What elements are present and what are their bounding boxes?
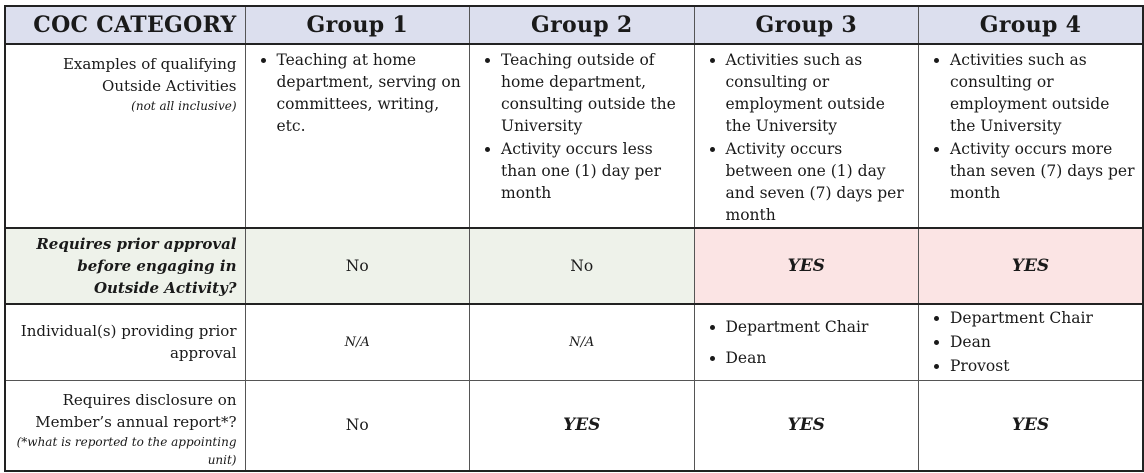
examples-row: [5, 44, 1143, 228]
list-item: • Activity occurs more than seven (7) days per month: [950, 138, 1136, 204]
prior-approval-label: Requires prior approval before engaging in Outside Activity?: [5, 228, 245, 304]
prior-approval-group-1: No: [245, 228, 470, 304]
disclosure-group-1: No: [245, 380, 470, 471]
disclosure-group-3: YES: [694, 380, 919, 471]
disclosure-note: (*what is reported to the appointing unit): [16, 434, 237, 467]
list-item: • Activity occurs between one (1) day and seven (7) days per month: [726, 138, 913, 226]
disclosure-group-2: YES: [470, 380, 695, 471]
prior-approval-group-4: YES: [919, 228, 1144, 304]
approvers-group-1: N/A: [245, 304, 470, 380]
coc-category-table: [4, 5, 1144, 472]
examples-group-2: [470, 44, 695, 228]
header-group-3: Group 3: [694, 6, 919, 44]
list-item: • Activities such as consulting or employment outside the University: [726, 49, 913, 137]
coc-table-container: [4, 5, 1142, 472]
examples-label-cell: [5, 44, 245, 228]
approvers-group-3: [694, 304, 919, 380]
disclosure-label: Requires disclosure on Member’s annual report*?: [35, 390, 237, 431]
list-item: • Teaching outside of home department, consulting outside the University: [501, 49, 688, 137]
list-item: • Department Chair: [726, 316, 913, 338]
examples-note: (not all inclusive): [131, 99, 237, 113]
header-group-1: Group 1: [245, 6, 470, 44]
header-group-2: Group 2: [470, 6, 695, 44]
approvers-row: [5, 304, 1143, 380]
disclosure-row: [5, 380, 1143, 471]
examples-group-4: [919, 44, 1144, 228]
examples-group-3: [694, 44, 919, 228]
list-item: • Activities such as consulting or employment outside the University: [950, 49, 1136, 137]
header-coc-category: COC CATEGORY: [5, 6, 245, 44]
disclosure-group-4: YES: [919, 380, 1144, 471]
prior-approval-row: [5, 228, 1143, 304]
examples-label: Examples of qualifying Outside Activities: [62, 55, 237, 95]
prior-approval-group-2: No: [470, 228, 695, 304]
list-item: • Activity occurs less than one (1) day per month: [501, 138, 688, 204]
approvers-group-4: [919, 304, 1144, 380]
list-item: • Teaching at home department, serving on committees, writing, etc.: [277, 49, 464, 137]
list-item: • Dean: [726, 347, 913, 369]
list-item: • Provost: [950, 355, 1136, 377]
approvers-group-2: N/A: [470, 304, 695, 380]
disclosure-label-cell: [5, 380, 245, 471]
header-group-4: Group 4: [919, 6, 1144, 44]
examples-group-1: [245, 44, 470, 228]
approvers-label: Individual(s) providing prior approval: [5, 304, 245, 380]
list-item: • Dean: [950, 331, 1136, 353]
header-row: [5, 6, 1143, 44]
prior-approval-group-3: YES: [694, 228, 919, 304]
list-item: • Department Chair: [950, 307, 1136, 329]
